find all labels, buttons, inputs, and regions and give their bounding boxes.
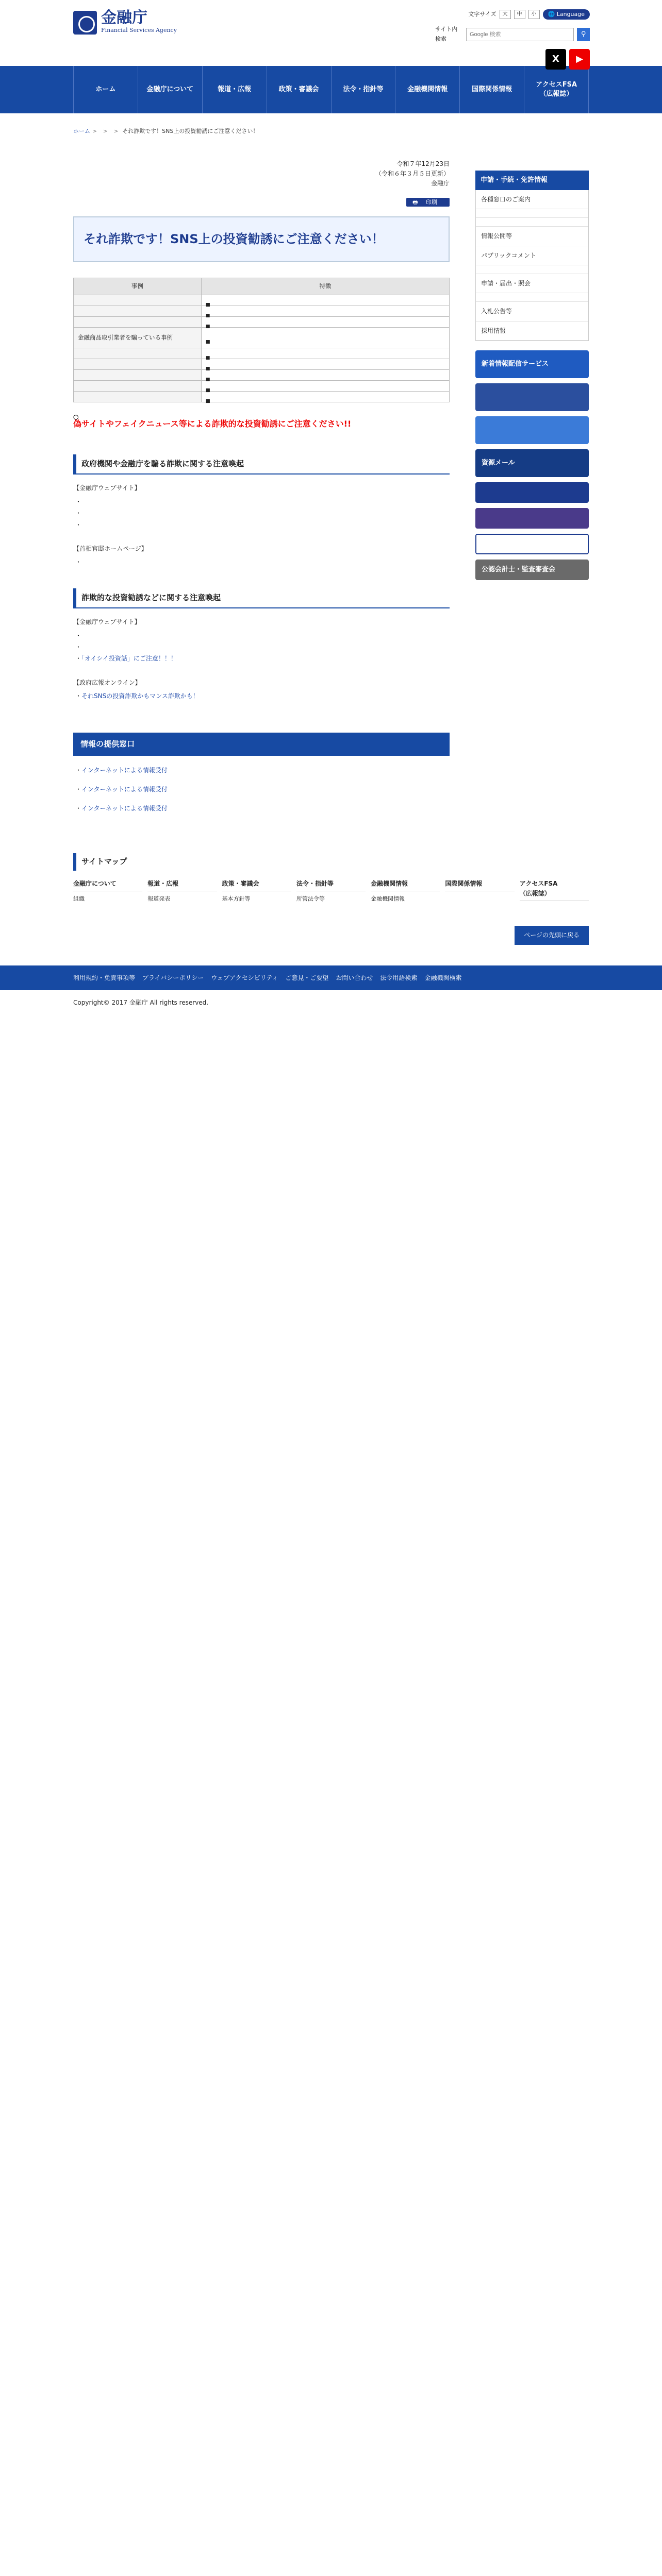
logo-en: Financial Services Agency [101, 27, 177, 33]
youtube-icon[interactable]: ▶ [569, 49, 590, 70]
table-row [74, 327, 450, 348]
print-button[interactable]: 🖶 印刷 [406, 198, 450, 207]
footer-link[interactable]: 利用規約・免責事項等 [73, 974, 136, 981]
table-header-case: 事例 [74, 278, 202, 295]
sidebar [475, 152, 589, 822]
nav-item[interactable]: ホーム [73, 66, 138, 113]
sidebar-item[interactable] [476, 293, 588, 302]
sitemap-link[interactable]: 基本方針等 [222, 895, 251, 902]
breadcrumb-current: それ詐欺です！SNS上の投資勧誘にご注意ください！ [122, 128, 259, 134]
sitemap-column [445, 879, 514, 906]
sitemap-column-heading[interactable]: 法令・指針等 [296, 879, 366, 891]
fontsize-large-button[interactable]: 大 [500, 10, 511, 19]
nav-item[interactable]: 報道・広報 [202, 66, 267, 113]
feature-cell [201, 369, 449, 380]
nav-item[interactable]: アクセスFSA （広報誌） [524, 66, 589, 113]
list-item [75, 557, 450, 567]
sidebar-item[interactable]: パブリックコメント [476, 246, 588, 265]
table-row [74, 348, 450, 359]
feature-cell [201, 359, 449, 369]
feature-cell [201, 391, 449, 402]
case-cell [74, 369, 202, 380]
sidebar-banner[interactable] [475, 508, 589, 529]
sidebar-banner[interactable] [475, 482, 589, 503]
sitemap-column [371, 879, 440, 906]
sitemap-column [147, 879, 217, 906]
sidebar-item[interactable]: 情報公開等 [476, 227, 588, 246]
list-item [75, 691, 450, 701]
fontsize-label: 文字サイズ [468, 10, 496, 18]
fontsize-small-button[interactable]: 小 [528, 10, 540, 19]
fake-site-warning: 偽サイトやフェイクニュース等による詐欺的な投資勧誘にご注意ください!! [73, 418, 352, 429]
search-icon[interactable]: ⚲ [577, 28, 590, 41]
sitemap-column-heading[interactable]: 金融機関情報 [371, 879, 440, 891]
nav-item[interactable]: 法令・指針等 [331, 66, 395, 113]
fontsize-medium-button[interactable]: 中 [514, 10, 525, 19]
feature-cell [201, 316, 449, 327]
feature-cell [201, 306, 449, 316]
language-button[interactable]: 🌐 Language [543, 9, 590, 20]
sitemap-column [73, 879, 142, 906]
sidebar-heading: 申請・手続・免許情報 [475, 171, 589, 190]
sitemap [73, 853, 589, 905]
sidebar-item[interactable] [476, 209, 588, 218]
sidebar-banner[interactable] [475, 383, 589, 411]
footer-link[interactable]: 金融機関検索 [424, 974, 462, 981]
sub-heading: 【金融庁ウェブサイト】 [73, 618, 141, 626]
section-heading: 政府機関や金融庁を騙る詐欺に関する注意喚起 [73, 454, 450, 475]
sidebar-item[interactable]: 入札公告等 [476, 302, 588, 321]
global-nav [0, 66, 662, 113]
nav-item[interactable]: 金融機関情報 [395, 66, 459, 113]
reference-link[interactable]: それSNSの投資詐欺かもマンス詐欺かも！ [81, 692, 199, 700]
sitemap-column-heading[interactable]: 政策・審議会 [222, 879, 291, 891]
publish-date: 令和７年12月23日 （令和６年３月５日更新） 金融庁 [375, 160, 450, 188]
sitemap-column-heading[interactable]: アクセスFSA （広報誌） [520, 879, 589, 901]
contact-block [73, 765, 450, 776]
fraud-case-table [73, 278, 450, 402]
sitemap-link[interactable]: 金融機関情報 [371, 895, 405, 902]
x-twitter-icon[interactable]: X [545, 49, 566, 70]
sidebar-item[interactable] [476, 218, 588, 227]
case-cell [74, 306, 202, 316]
case-cell [74, 295, 202, 306]
table-row [74, 380, 450, 391]
nav-item[interactable]: 国際関係情報 [459, 66, 524, 113]
contact-block [73, 784, 450, 795]
sidebar-item[interactable]: 申請・届出・照会 [476, 274, 588, 293]
feature-cell [201, 327, 449, 348]
sitemap-link[interactable]: 報道発表 [147, 895, 171, 902]
sitemap-link[interactable]: 所管法令等 [296, 895, 325, 902]
sitemap-column-heading[interactable]: 金融庁について [73, 879, 142, 891]
list-item [75, 497, 450, 507]
header-tools [435, 9, 590, 70]
sitemap-column-heading[interactable]: 国際関係情報 [445, 879, 514, 891]
page-top-button[interactable]: ページの先頭に戻る [515, 926, 589, 944]
table-header-feature: 特徴 [201, 278, 449, 295]
sidebar-banner[interactable]: 公認会計士・監査審査会 [475, 560, 589, 580]
page-title: それ詐欺です！SNS上の投資勧誘にご注意ください！ [84, 232, 384, 247]
case-cell [74, 359, 202, 369]
nav-item[interactable]: 政策・審議会 [267, 66, 331, 113]
breadcrumb-home[interactable]: ホーム [73, 128, 90, 134]
footer-link[interactable]: ウェブアクセシビリティ [211, 974, 278, 981]
footer-link[interactable]: プライバシーポリシー [142, 974, 204, 981]
contact-link[interactable]: インターネットによる情報受付 [81, 805, 168, 812]
table-row [74, 391, 450, 402]
sidebar-banner[interactable] [475, 534, 589, 554]
list-item [75, 631, 450, 641]
sidebar-banner[interactable] [475, 416, 589, 444]
case-cell [74, 380, 202, 391]
footer [73, 997, 589, 1009]
table-row [74, 369, 450, 380]
table-row [74, 295, 450, 306]
sitemap-column [296, 879, 366, 906]
sitemap-title: サイトマップ [73, 853, 589, 871]
list-item [75, 520, 450, 530]
contact-link[interactable]: インターネットによる情報受付 [81, 786, 168, 793]
case-cell [74, 316, 202, 327]
footer-nav [0, 965, 662, 990]
case-cell: 金融商品取引業者を騙っている事例 [74, 327, 202, 348]
footer-link[interactable]: 法令用語検索 [380, 974, 418, 981]
sidebar-item[interactable] [476, 265, 588, 274]
reference-link[interactable]: 「オイシイ投資話」にご注意！！！ [81, 655, 177, 663]
nav-item[interactable]: 金融庁について [138, 66, 202, 113]
sitemap-column [222, 879, 291, 906]
contact-link[interactable]: インターネットによる情報受付 [81, 767, 168, 774]
feature-cell [201, 380, 449, 391]
site-logo[interactable] [73, 10, 177, 36]
feature-cell [201, 348, 449, 359]
feature-cell [201, 295, 449, 306]
list-item [75, 508, 450, 518]
section-heading: 詐欺的な投資勧誘などに関する注意喚起 [73, 588, 450, 609]
sidebar-item[interactable]: 各種窓口のご案内 [476, 190, 588, 209]
page-title-box [73, 216, 450, 262]
sitemap-column-heading[interactable]: 報道・広報 [147, 879, 217, 891]
list-item [75, 642, 450, 652]
sidebar-item[interactable]: 採用情報 [476, 321, 588, 341]
contact-block [73, 803, 450, 814]
section-heading: 情報の提供窓口 [73, 733, 450, 756]
sub-heading: 【首相官邸ホームページ】 [73, 545, 147, 552]
search-label: サイト内検索 [435, 26, 458, 42]
table-row [74, 306, 450, 316]
site-header [0, 0, 662, 66]
sub-heading: 【金融庁ウェブサイト】 [73, 484, 141, 492]
list-item [75, 653, 450, 664]
main-content [73, 152, 450, 822]
sitemap-link[interactable]: 組織 [73, 895, 85, 902]
footer-link[interactable]: お問い合わせ [336, 974, 373, 981]
sidebar-banner[interactable]: 資源メール [475, 449, 589, 477]
case-cell [74, 391, 202, 402]
case-cell [74, 348, 202, 359]
logo-jp: 金融庁 [101, 9, 147, 27]
sidebar-banner[interactable]: 新着情報配信サービス [475, 350, 589, 378]
footer-copyright: Copyright© 2017 金融庁 All rights reserved. [73, 999, 209, 1007]
table-row [74, 316, 450, 327]
table-row [74, 359, 450, 369]
search-input[interactable] [466, 28, 574, 41]
sub-heading: 【政府広報オンライン】 [73, 679, 141, 686]
breadcrumb: ホーム > > > それ詐欺です！SNS上の投資勧誘にご注意ください！ [73, 128, 259, 134]
footer-link[interactable]: ご意見・ご要望 [285, 974, 329, 981]
fsa-emblem-icon [73, 11, 97, 35]
sitemap-column [520, 879, 589, 906]
